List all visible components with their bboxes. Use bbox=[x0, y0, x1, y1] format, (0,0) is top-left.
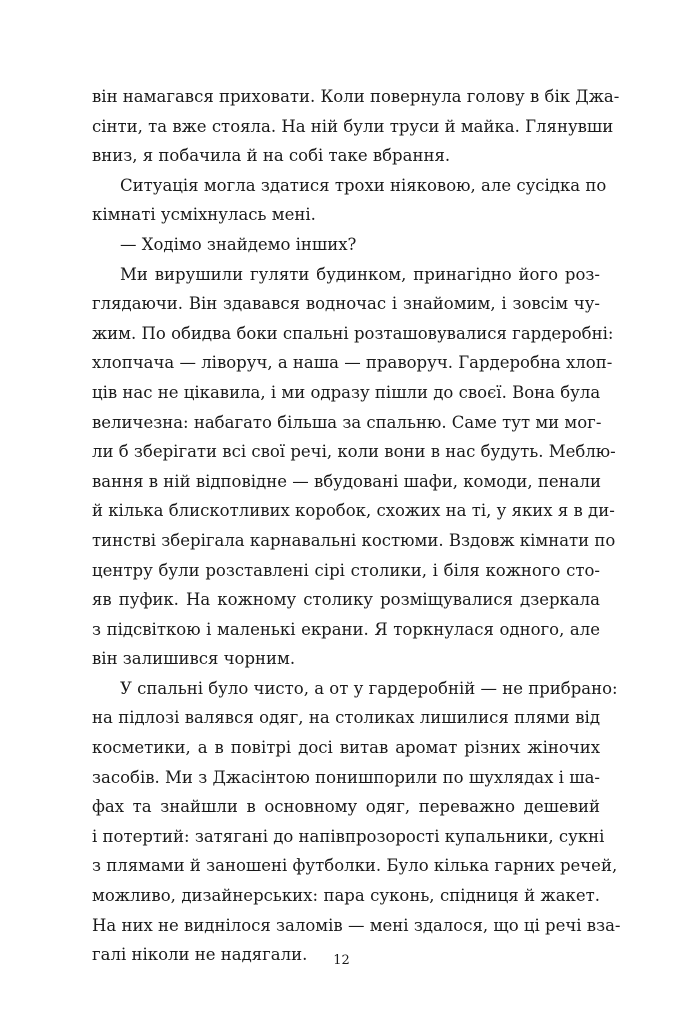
text-line: На них не виднілося заломів — мені здалося, що ці речі вза- bbox=[92, 915, 621, 935]
text-line: ли б зберігати всі свої речі, коли вони в нас будуть. Меблю- bbox=[92, 442, 616, 462]
text-line: глядаючи. Він здавався водночас і знайомим, і зовсім чу- bbox=[92, 294, 600, 314]
text-line: він залишився чорним. bbox=[92, 649, 296, 669]
text-line: галі ніколи не надягали. bbox=[92, 945, 308, 965]
text-line: жим. По обидва боки спальні розташовувалися гардеробні: bbox=[92, 323, 614, 343]
text-line: косметики, а в повітрі досі витав аромат різних жіночих bbox=[92, 738, 600, 758]
page-number: 12 bbox=[333, 953, 350, 968]
text-line: У спальні було чисто, а от у гардеробній — не прибрано: bbox=[120, 678, 618, 698]
text-line: Ситуація могла здатися трохи ніяковою, але сусідка по bbox=[120, 175, 607, 195]
text-line: він намагався приховати. Коли повернула голову в бік Джа- bbox=[92, 87, 620, 106]
text-line: хлопчача — ліворуч, а наша — праворуч. Гардеробна хлоп- bbox=[92, 353, 613, 373]
text-line: засобів. Ми з Джасінтою понишпорили по шухлядах і ша- bbox=[92, 767, 600, 787]
text-line: вання в ній відповідне — вбудовані шафи, комоди, пенали bbox=[92, 471, 601, 491]
text-line: вниз, я побачила й на собі таке вбрання. bbox=[92, 146, 451, 166]
text-line: тинстві зберігала карнавальні костюми. Вздовж кімнати по bbox=[92, 530, 616, 550]
text-line: можливо, дизайнерських: пара суконь, спідниця й жакет. bbox=[92, 886, 600, 906]
text-line: ців нас не цікавила, і ми одразу пішли до своєї. Вона була bbox=[92, 382, 601, 402]
text-line: на підлозі валявся одяг, на столиках лишилися плями від bbox=[92, 708, 600, 728]
text-line: й кілька блискотливих коробок, схожих на ті, у яких я в ди- bbox=[92, 501, 615, 521]
text-line: центру були розставлені сірі столики, і біля кожного сто- bbox=[92, 560, 600, 580]
text-line: — Ходімо знайдемо інших? bbox=[120, 234, 357, 254]
text-line: з підсвіткою і маленькі екрани. Я торкнулася одного, але bbox=[92, 619, 600, 639]
text-line: яв пуфик. На кожному столику розміщувалися дзеркала bbox=[92, 590, 600, 610]
body-text bbox=[92, 82, 621, 970]
text-line: Ми вирушили гуляти будинком, принагідно його роз- bbox=[120, 264, 600, 284]
text-line: з плямами й заношені футболки. Було кілька гарних речей, bbox=[92, 856, 618, 876]
text-line: кімнаті усміхнулась мені. bbox=[92, 205, 316, 225]
text-line: величезна: набагато більша за спальню. Саме тут ми мог- bbox=[92, 412, 602, 432]
text-line: і потертий: затягані до напівпрозорості купальники, сукні bbox=[92, 826, 605, 846]
text-line: сінти, та вже стояла. На ній були труси й майка. Глянувши bbox=[92, 116, 614, 136]
text-line: фах та знайшли в основному одяг, переважно дешевий bbox=[92, 797, 600, 817]
